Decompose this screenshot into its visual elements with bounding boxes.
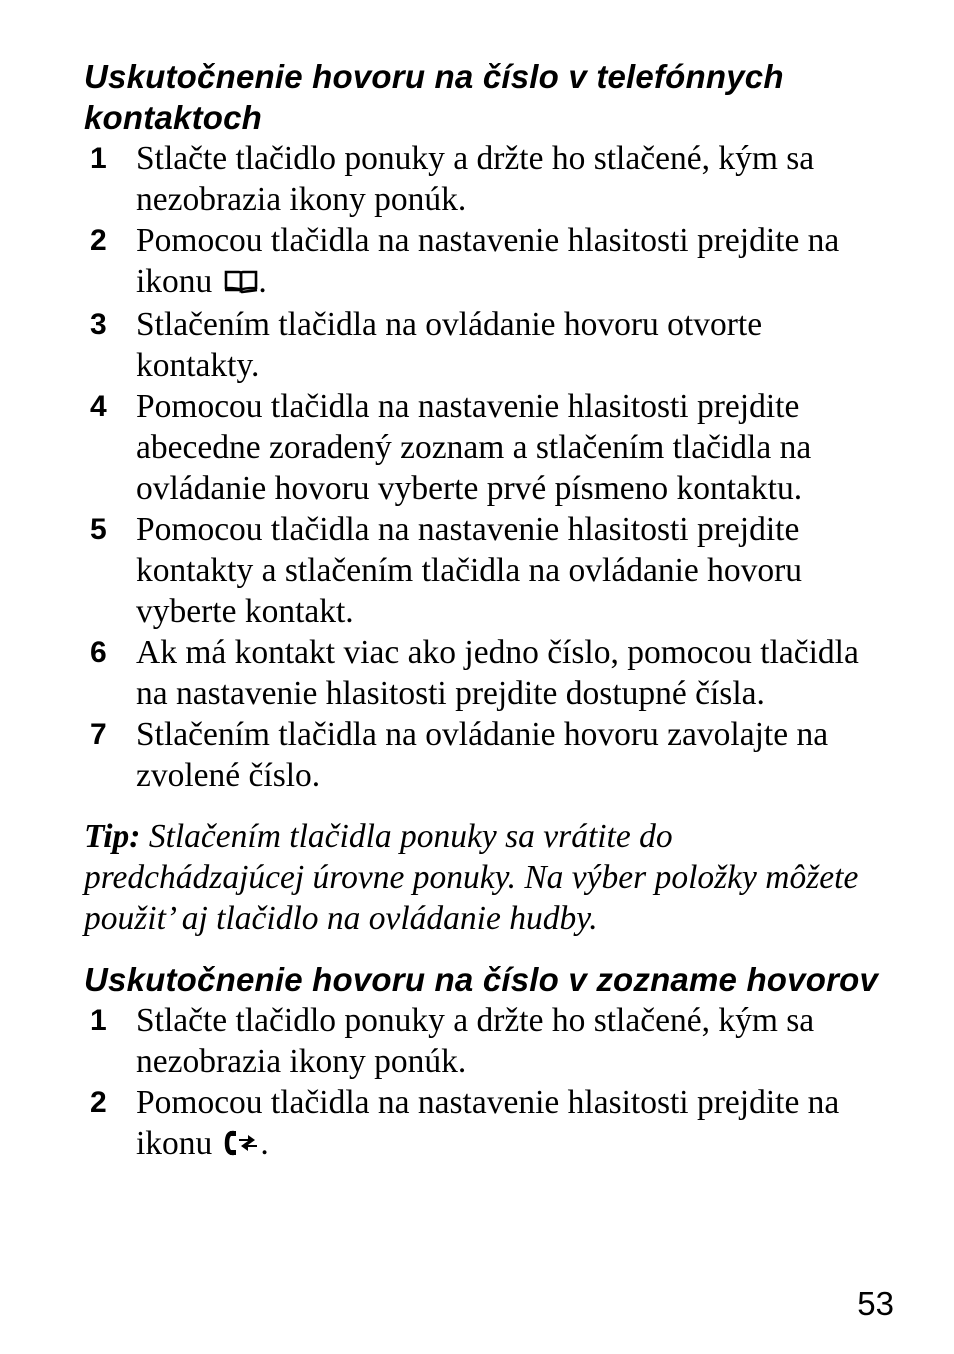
step-text (136, 1082, 884, 1166)
step-number: 6 (90, 636, 107, 669)
list-item (84, 509, 884, 632)
section-heading-contacts: Uskutočnenie hovoru na číslo v telefónnych kontaktoch (84, 58, 784, 136)
step-text-after-icon: . (258, 263, 267, 300)
step-text-after-icon: . (260, 1125, 269, 1162)
page-number: 53 (857, 1285, 894, 1322)
list-item (84, 386, 884, 509)
step-text-before-icon: Pomocou tlačidla na nastavenie hlasitosti prejdite na ikonu (136, 1084, 840, 1162)
section-heading-call-list: Uskutočnenie hovoru na číslo v zozname hovorov (84, 961, 879, 998)
step-number: 4 (90, 390, 107, 423)
list-item (84, 220, 884, 304)
steps-list-call-list (84, 1000, 884, 1166)
list-item (84, 714, 884, 796)
step-number: 2 (90, 1086, 107, 1119)
contacts-book-icon (224, 263, 258, 304)
call-list-icon (224, 1125, 260, 1166)
step-text: Stlačte tlačidlo ponuky a držte ho stlačené, kým sa nezobrazia ikony ponúk. (136, 140, 815, 218)
list-item (84, 1000, 884, 1082)
step-text-before-icon: Pomocou tlačidla na nastavenie hlasitosti prejdite na ikonu (136, 222, 840, 300)
step-number: 7 (90, 718, 107, 751)
step-number: 2 (90, 224, 107, 257)
manual-page (84, 56, 884, 1166)
step-text: Pomocou tlačidla na nastavenie hlasitosti prejdite abecedne zoradený zoznam a stlačením tlačidla na ovládanie hovoru vyberte prvé písmeno kontaktu. (136, 388, 812, 507)
step-text: Stlačte tlačidlo ponuky a držte ho stlačené, kým sa nezobrazia ikony ponúk. (136, 1002, 815, 1080)
steps-list-contacts (84, 138, 884, 796)
list-item (84, 1082, 884, 1166)
tip-text: Stlačením tlačidla ponuky sa vrátite do predchádzajúcej úrovne ponuky. Na výber položky môžete použit’ aj tlačidlo na ovládanie hudby. (84, 818, 859, 937)
step-text (136, 220, 884, 304)
step-number: 5 (90, 513, 107, 546)
tip-note (84, 816, 864, 939)
list-item (84, 632, 884, 714)
step-text: Pomocou tlačidla na nastavenie hlasitosti prejdite kontakty a stlačením tlačidla na ovládanie hovoru vyberte kontakt. (136, 511, 803, 630)
step-number: 1 (90, 1004, 107, 1037)
step-text: Stlačením tlačidla na ovládanie hovoru otvorte kontakty. (136, 306, 763, 384)
step-number: 1 (90, 142, 107, 175)
step-text: Ak má kontakt viac ako jedno číslo, pomocou tlačidla na nastavenie hlasitosti prejdite dostupné čísla. (136, 634, 859, 712)
step-number: 3 (90, 308, 107, 341)
step-text: Stlačením tlačidla na ovládanie hovoru zavolajte na zvolené číslo. (136, 716, 829, 794)
tip-label: Tip: (84, 818, 141, 855)
list-item (84, 138, 884, 220)
list-item (84, 304, 884, 386)
